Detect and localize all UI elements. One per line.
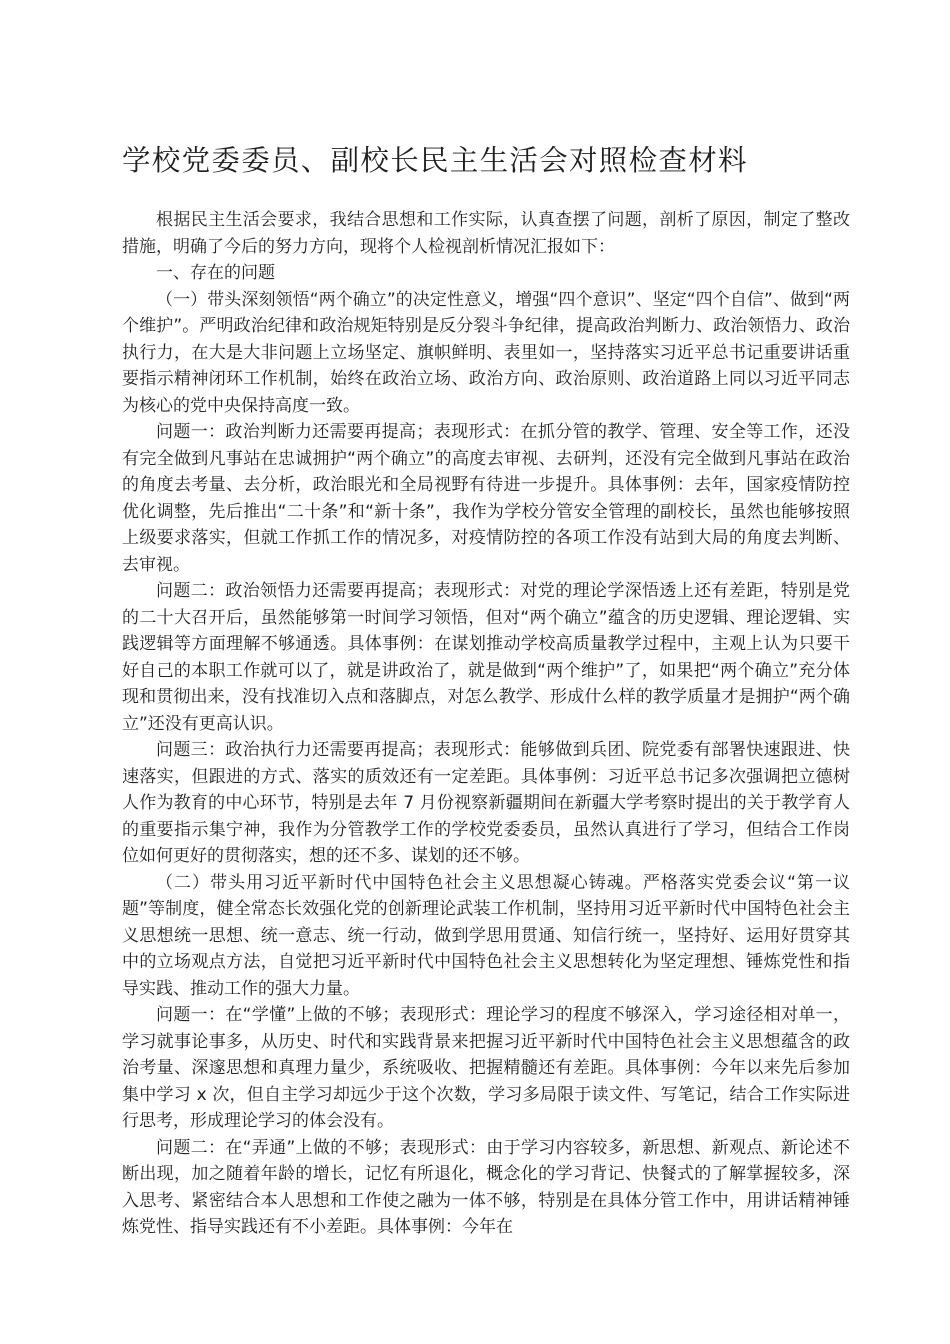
problem-1-3-paragraph: 问题三：政治执行力还需要再提高；表现形式：能够做到兵团、院党委有部署快速跟进、快速落实，但跟进的方式、落实的质效还有一定差距。具体事例：习近平总书记多次强调把立德树人作为教育的中心环节，特别是去年 7 月份视察新疆期间在新疆大学考察时提出的关于教学育人的重要指示集宁神，我作为分管教学工作的学校党委委员，虽然认真进行了学习，但结合工作岗位如何更好的贯彻落实，想的还不多、谋划的还不够。 xyxy=(122,740,850,866)
intro-paragraph: 根据民主生活会要求，我结合思想和工作实际，认真查摆了问题，剖析了原因，制定了整改措施，明确了今后的努力方向，现将个人检视剖析情况汇报如下： xyxy=(122,210,850,257)
section-heading-existing-problems: 一、存在的问题 xyxy=(156,263,275,283)
subsection-1-paragraph: （一）带头深刻领悟“两个确立”的决定性意义，增强“四个意识”、坚定“四个自信”、做到“两个维护”。严明政治纪律和政治规矩特别是反分裂斗争纪律，提高政治判断力、政治领悟力、政治执行力，在大是大非问题上立场坚定、旗帜鲜明、表里如一，坚持落实习近平总书记重要讲话重要指示精神闭环工作机制，始终在政治立场、政治方向、政治原则、政治道路上同以习近平同志为核心的党中央保持高度一致。 xyxy=(122,289,850,416)
subsection-2-paragraph: （二）带头用习近平新时代中国特色社会主义思想凝心铸魂。严格落实党委会议“第一议题”等制度，健全常态长效强化党的创新理论武装工作机制，坚持用习近平新时代中国特色社会主义思想统一思想、统一意志、统一行动，做到学思用贯通、知信行统一，坚持好、运用好贯穿其中的立场观点方法，自觉把习近平新时代中国特色社会主义思想转化为坚定理想、锤炼党性和指导实践、推动工作的强大力量。 xyxy=(122,872,850,999)
document-page xyxy=(122,140,850,1241)
problem-1-2-paragraph: 问题二：政治领悟力还需要再提高；表现形式：对党的理论学深悟透上还有差距，特别是党的二十大召开后，虽然能够第一时间学习领悟，但对“两个确立”蕴含的历史逻辑、理论逻辑、实践逻辑等方面理解不够通透。具体事例：在谋划推动学校高质量教学过程中，主观上认为只要干好自己的本职工作就可以了，就是讲政治了，就是做到“两个维护”了，如果把“两个确立”充分体现和贯彻出来，没有找准切入点和落脚点，对怎么教学、形成什么样的教学质量才是拥护“两个确立”还没有更高认识。 xyxy=(122,581,850,734)
problem-2-2-paragraph: 问题二：在“弄通”上做的不够；表现形式：由于学习内容较多，新思想、新观点、新论述不断出现，加之随着年龄的增长，记忆有所退化，概念化的学习背记、快餐式的了解掌握较多，深入思考、紧密结合本人思想和工作使之融为一体不够，特别是在具体分管工作中，用讲话精神锤炼党性、指导实践还有不小差距。具体事例：今年在 xyxy=(122,1137,850,1237)
problem-2-1-paragraph: 问题一：在“学懂”上做的不够；表现形式：理论学习的程度不够深入，学习途径相对单一，学习就事论事多，从历史、时代和实践背景来把握习近平新时代中国特色社会主义思想蕴含的政治考量、深邃思想和真理力量少，系统吸收、把握精髓还有差距。具体事例：今年以来先后参加集中学习 x 次，但自主学习却远少于这个次数，学习多局限于读文件、写笔记，结合工作实际进行思考，形成理论学习的体会没有。 xyxy=(122,1005,850,1131)
problem-1-1-paragraph: 问题一：政治判断力还需要再提高；表现形式：在抓分管的教学、管理、安全等工作，还没有完全做到凡事站在忠诚拥护“两个确立”的高度去审视、去研判，还没有完全做到凡事站在政治的角度去考量、去分析，政治眼光和全局视野有待进一步提升。具体事例：去年，国家疫情防控优化调整，先后推出“二十条”和“新十条”，我作为学校分管安全管理的副校长，虽然也能够按照上级要求落实，但就工作抓工作的情况多，对疫情防控的各项工作没有站到大局的角度去判断、去审视。 xyxy=(122,422,850,575)
document-title: 学校党委委员、副校长民主生活会对照检查材料 xyxy=(122,144,748,177)
